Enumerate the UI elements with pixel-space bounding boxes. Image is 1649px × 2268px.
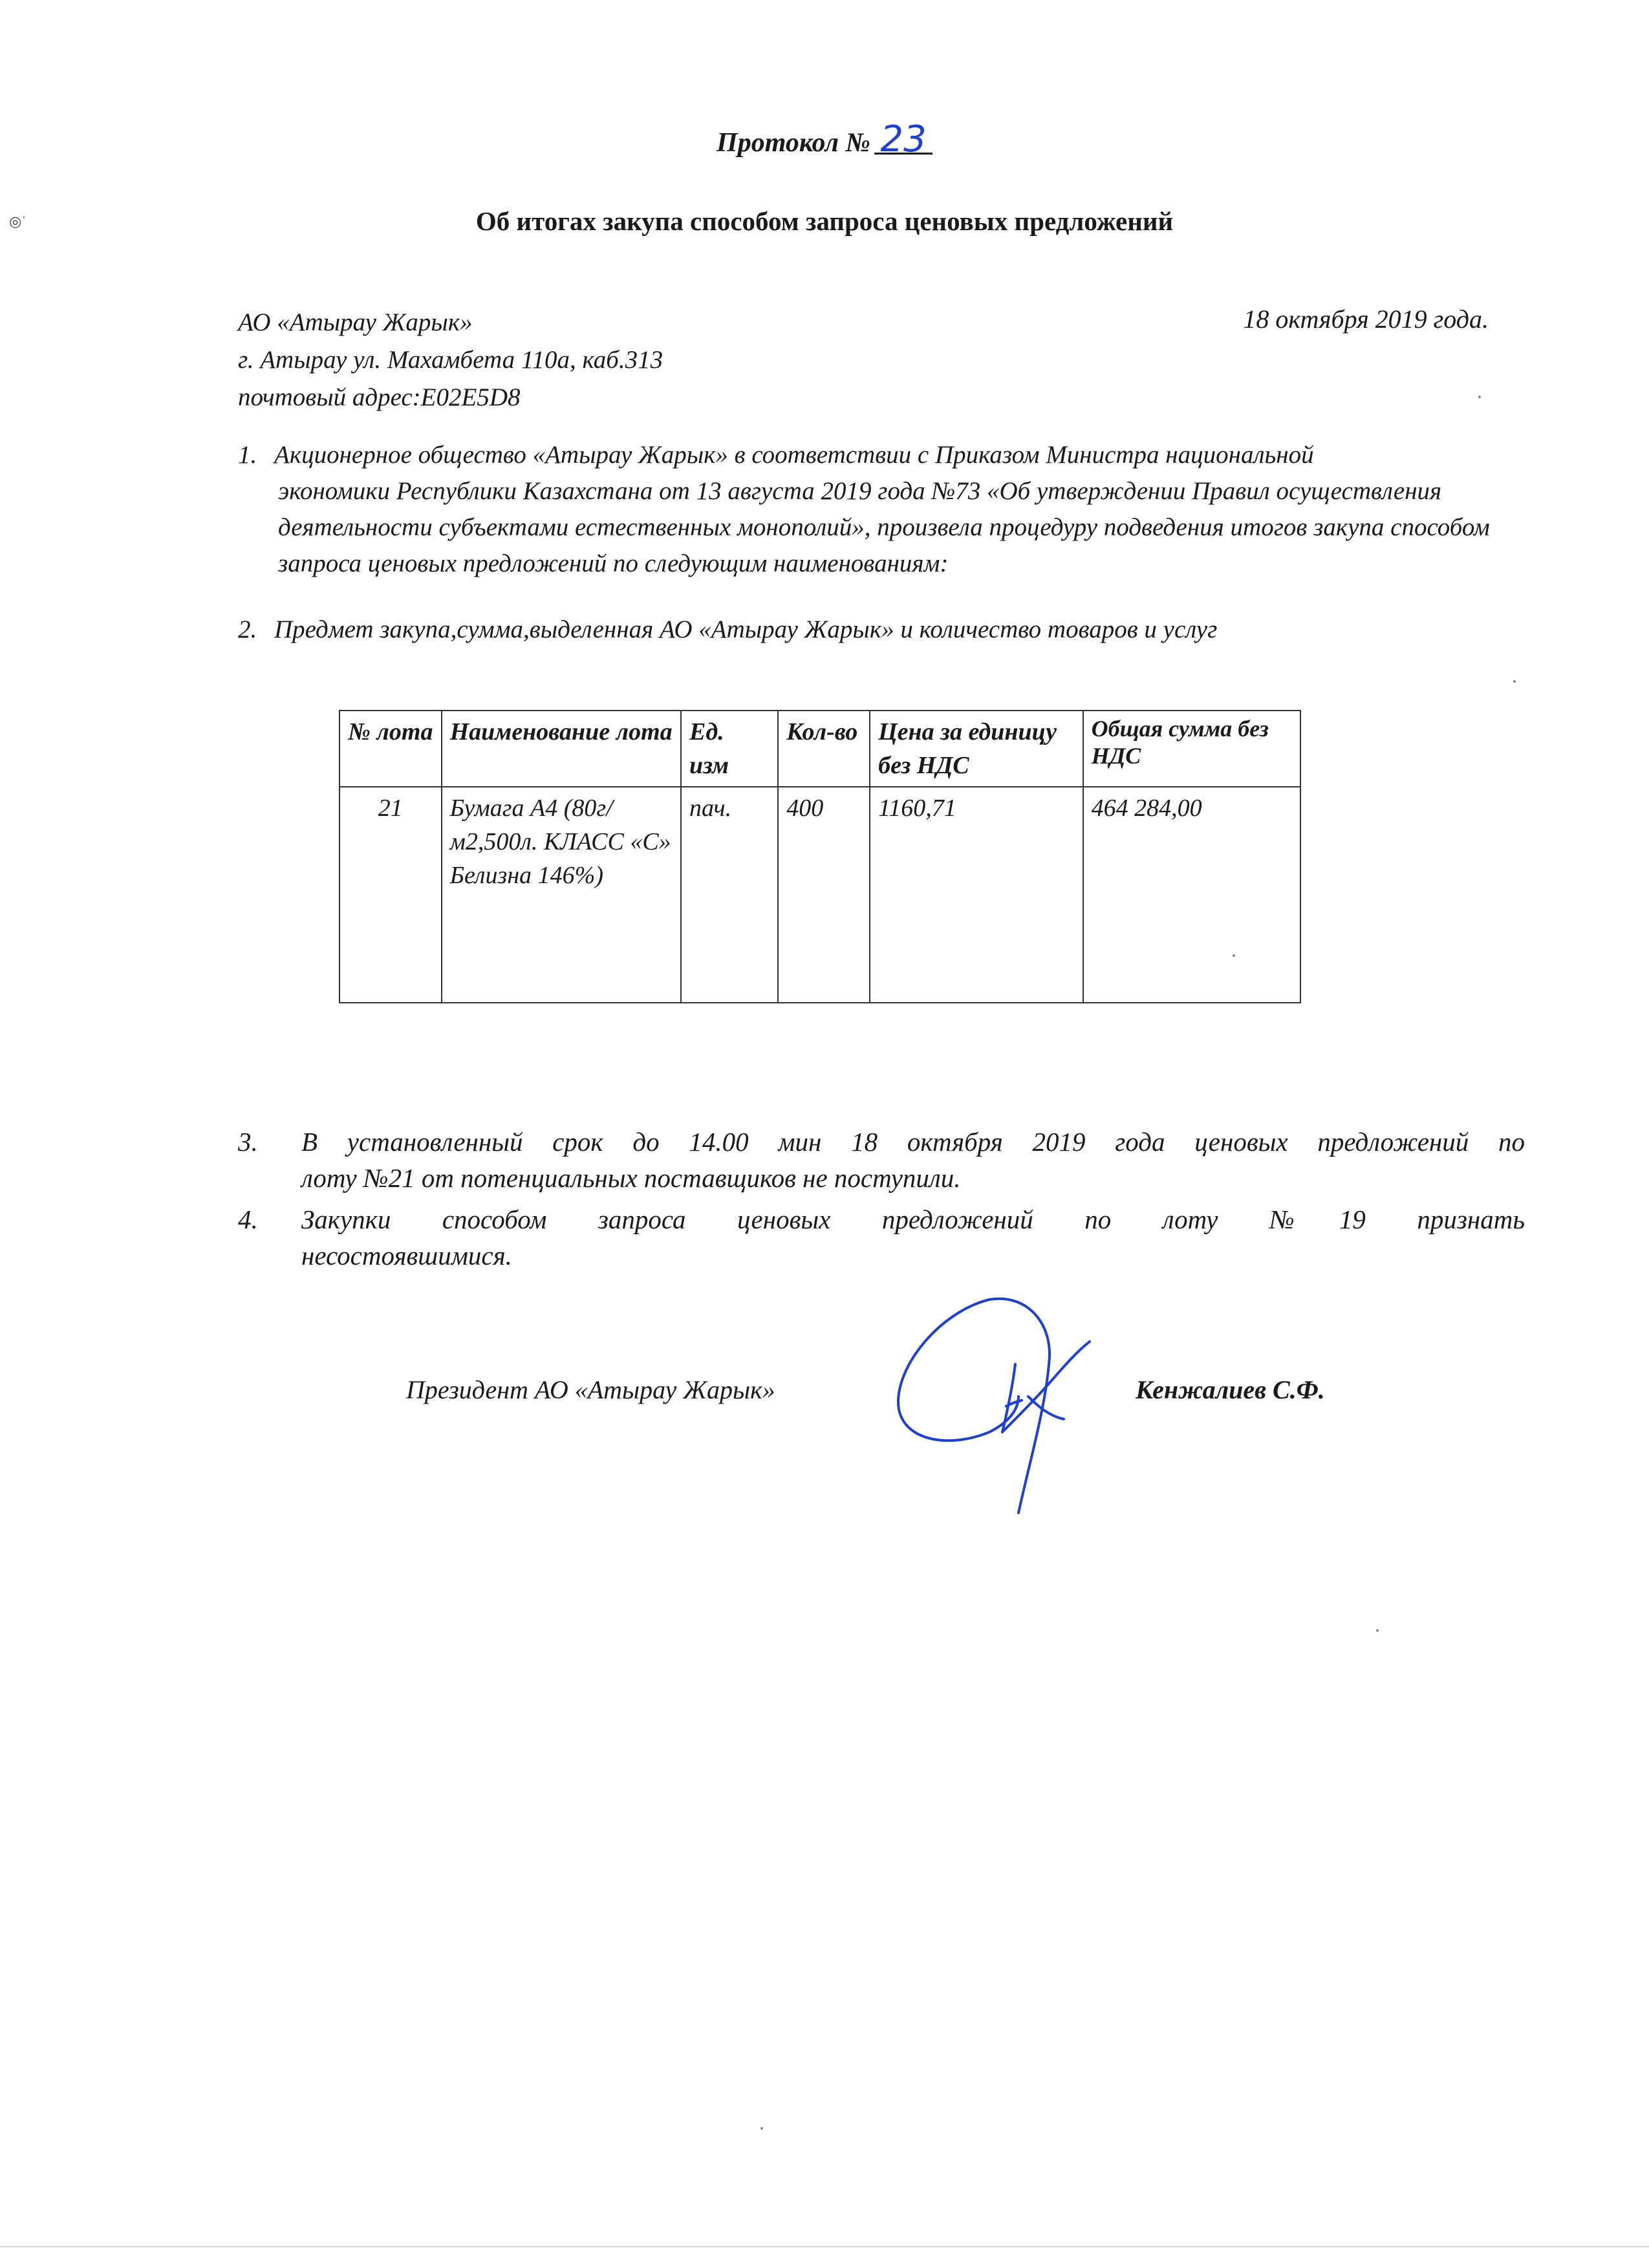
table-row: [339, 787, 1300, 1003]
organization-block: [238, 304, 663, 416]
protocol-number: 23: [874, 127, 932, 155]
paragraph-2-number: 2.: [238, 615, 257, 643]
cell-unit: пач.: [681, 787, 778, 1003]
scan-speck: [1478, 396, 1481, 398]
scan-bottom-edge: [0, 2246, 1649, 2247]
protocol-title-prefix: Протокол №: [717, 128, 870, 158]
scan-speck: [1376, 1629, 1379, 1632]
cell-lot-name: Бумага А4 (80г/м2,500л. КЛАСС «С» Белизна 146%): [442, 787, 681, 1003]
paragraph-3: [238, 1124, 1525, 1196]
paragraph-1-text: экономики Республики Казахстана от 13 августа 2019 года №73 «Об утверждении Правил осуществления деятельности субъектами естественных монополий», произвела процедуру подведения итогов закупа способом запроса ценовых предложений по следующим наименованиям:: [278, 477, 1490, 577]
scan-speck: [1513, 680, 1516, 683]
header-unit: Ед. изм: [681, 711, 778, 787]
lots-table: [339, 710, 1301, 1003]
paragraph-4-second-line: несостоявшимися.: [301, 1241, 512, 1270]
scan-artifact: ◎ˈ: [9, 213, 27, 230]
header-lot-number: № лота: [339, 711, 442, 787]
paragraph-3-second-line: лоту №21 от потенциальных поставщиков не поступили.: [301, 1163, 961, 1193]
signatory-role: Президент АО «Атырау Жарык»: [406, 1375, 775, 1404]
paragraph-2: [238, 612, 1525, 648]
paragraph-4-first-line: Закупки способом запроса ценовых предложений по лоту №19 признать: [301, 1204, 1525, 1234]
table-header-row: [339, 711, 1300, 787]
document-date: 18 октября 2019 года.: [1243, 305, 1489, 334]
protocol-title: [0, 118, 1649, 160]
cell-unit-price: 1160,71: [870, 787, 1083, 1003]
cell-total-sum: 464 284,00: [1083, 787, 1300, 1003]
organization-address: г. Атырау ул. Махамбета 110а, каб.313: [238, 346, 663, 374]
scan-speck: [1233, 954, 1235, 957]
header-unit-price: Цена за единицу без НДС: [870, 711, 1083, 787]
paragraph-1-number: 1.: [238, 441, 257, 469]
organization-name: АО «Атырау Жарык»: [238, 308, 473, 336]
protocol-subtitle: Об итогах закупа способом запроса ценовых предложений: [475, 206, 1174, 236]
paragraph-3-first-line: В установленный срок до 14.00 мин 18 октября 2019 года ценовых предложений по: [301, 1127, 1525, 1157]
cell-lot-number: 21: [339, 787, 442, 1003]
paragraph-4: [238, 1201, 1525, 1274]
signatory-name: Кенжалиев С.Ф.: [1136, 1375, 1325, 1404]
header-total-sum: Общая сумма без НДС: [1083, 711, 1300, 787]
paragraph-1: [238, 437, 1525, 582]
paragraph-3-number: 3.: [238, 1127, 258, 1157]
paragraph-4-line-1: [238, 1201, 1525, 1237]
header-quantity: Кол-во: [778, 711, 870, 787]
paragraph-1-first-line: Акционерное общество «Атырау Жарык» в соответствии с Приказом Министра национальной: [274, 441, 1314, 469]
organization-postal: почтовый адрес:E02E5D8: [238, 383, 521, 411]
cell-quantity: 400: [778, 787, 870, 1003]
handwritten-signature: [879, 1287, 1125, 1519]
paragraph-2-text: Предмет закупа,сумма,выделенная АО «Атырау Жарык» и количество товаров и услуг: [274, 615, 1218, 643]
paragraph-4-number: 4.: [238, 1204, 258, 1234]
scan-speck: [760, 2127, 763, 2130]
header-lot-name: Наименование лота: [442, 711, 681, 787]
paragraph-3-line-1: [238, 1124, 1525, 1160]
